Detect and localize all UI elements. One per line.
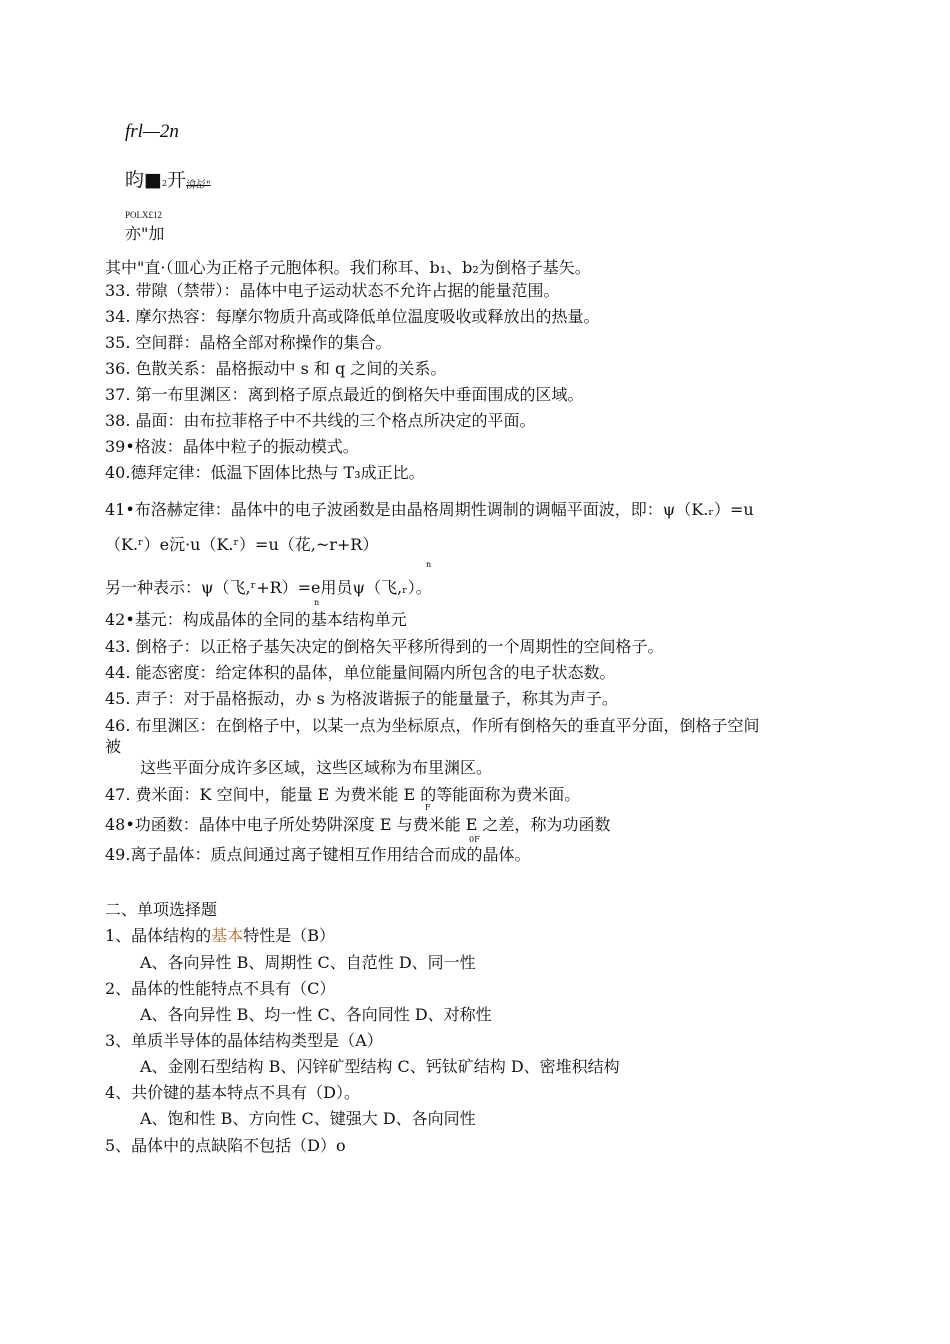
definition-33: 33. 带隙（禁带）：晶体中电子运动状态不允许占据的能量范围。 [105,281,560,300]
question-4: 4、共价键的基本特点不具有（D）。 [105,1083,361,1102]
formula-line-2-main: 昀■ [125,169,162,191]
definition-46-line-c: 这些平面分成许多区域，这些区域称为布里渊区。 [140,758,493,777]
question-2: 2、晶体的性能特点不具有（C） [105,979,336,998]
question-3-options: A、金刚石型结构 B、闪锌矿型结构 C、钙钛矿结构 D、密堆积结构 [140,1057,620,1076]
definition-42: 42•基元：构成晶体的全同的基本结构单元 [105,610,407,629]
definition-45: 45. 声子：对于晶格振动，办 s 为格波谐振子的能量量子，称其为声子。 [105,689,618,708]
question-1 [105,926,335,946]
definition-40: 40.德拜定律：低温下固体比热与 T₃成正比。 [105,463,425,482]
definition-46-line-a: 46. 布里渊区：在倒格子中，以某一点为坐标原点，作所有倒格矢的垂直平分面，倒格子空间 [105,716,760,735]
formula-line-2 [125,170,211,196]
definition-41-line-c: 另一种表示：ψ（飞,ʳ+R）=e用员ψ（飞,ᵣ）。 [105,578,432,597]
question-1-options: A、各向异性 B、周期性 C、自范性 D、同一性 [140,953,476,972]
question-4-options: A、饱和性 B、方向性 C、键强大 D、各向同性 [140,1109,476,1128]
formula-line-2-strike: 渰㣌" [186,180,211,191]
formula-line-1: frl—2n [125,121,179,142]
definition-39: 39•格波：晶体中粒子的振动模式。 [105,437,359,456]
definition-35: 35. 空间群：晶格全部对称操作的集合。 [105,333,392,352]
definition-34: 34. 摩尔热容：每摩尔物质升高或降低单位温度吸收或释放出的热量。 [105,307,600,326]
definition-41-subscript-n: n [426,560,432,569]
definition-49: 49.离子晶体：质点间通过离子键相互作用结合而成的晶体。 [105,845,531,864]
question-1-highlight: 基本 [211,926,244,945]
definition-41-line-a: 41•布洛赫定律：晶体中的电子波函数是由晶格周期性调制的调幅平面波，即：ψ（K.ᵣ）=u [105,500,754,519]
definition-48-subscript-of: 0F [469,835,480,844]
formula-line-2-rest: 开 [167,169,187,191]
definition-46-line-b: 被 [105,737,122,756]
definition-48: 48•功函数：晶体中电子所处势阱深度 E 与费米能 E 之差，称为功函数 [105,815,611,834]
definition-42-subscript-n: n [314,598,320,607]
definition-intro: 其中"直·（皿心为正格子元胞体积。我们称耳、b₁、b₂为倒格子基矢。 [105,258,591,277]
formula-line-4: 亦"加 [125,224,165,243]
definition-48-subscript-f: F [425,803,431,812]
formula-line-3: POLX£12 [125,210,163,220]
definition-37: 37. 第一布里渊区：离到格子原点最近的倒格矢中垂面围成的区域。 [105,385,584,404]
definition-47: 47. 费米面：K 空间中，能量 E 为费米能 E 的等能面称为费米面。 [105,785,581,804]
question-2-options: A、各向异性 B、均一性 C、各向同性 D、对称性 [140,1005,492,1024]
section-2-title: 二、单项选择题 [105,900,218,919]
formula-line-2-sub: 2 [161,179,168,188]
question-5: 5、晶体中的点缺陷不包括（D）o [105,1136,346,1155]
definition-38: 38. 晶面：由布拉菲格子中不共线的三个格点所决定的平面。 [105,411,536,430]
question-1-suffix: 特性是（B） [243,926,335,945]
definition-41-line-b: （K.ʳ）e沅·u（K.ʳ）=u（花,~r+R） [105,535,379,554]
question-1-prefix: 1、晶体结构的 [105,926,212,945]
definition-44: 44. 能态密度：给定体积的晶体，单位能量间隔内所包含的电子状态数。 [105,663,616,682]
definition-43: 43. 倒格子：以正格子基矢决定的倒格矢平移所得到的一个周期性的空间格子。 [105,637,664,656]
question-3: 3、单质半导体的晶体结构类型是（A） [105,1031,383,1050]
definition-36: 36. 色散关系：晶格振动中 s 和 q 之间的关系。 [105,359,447,378]
